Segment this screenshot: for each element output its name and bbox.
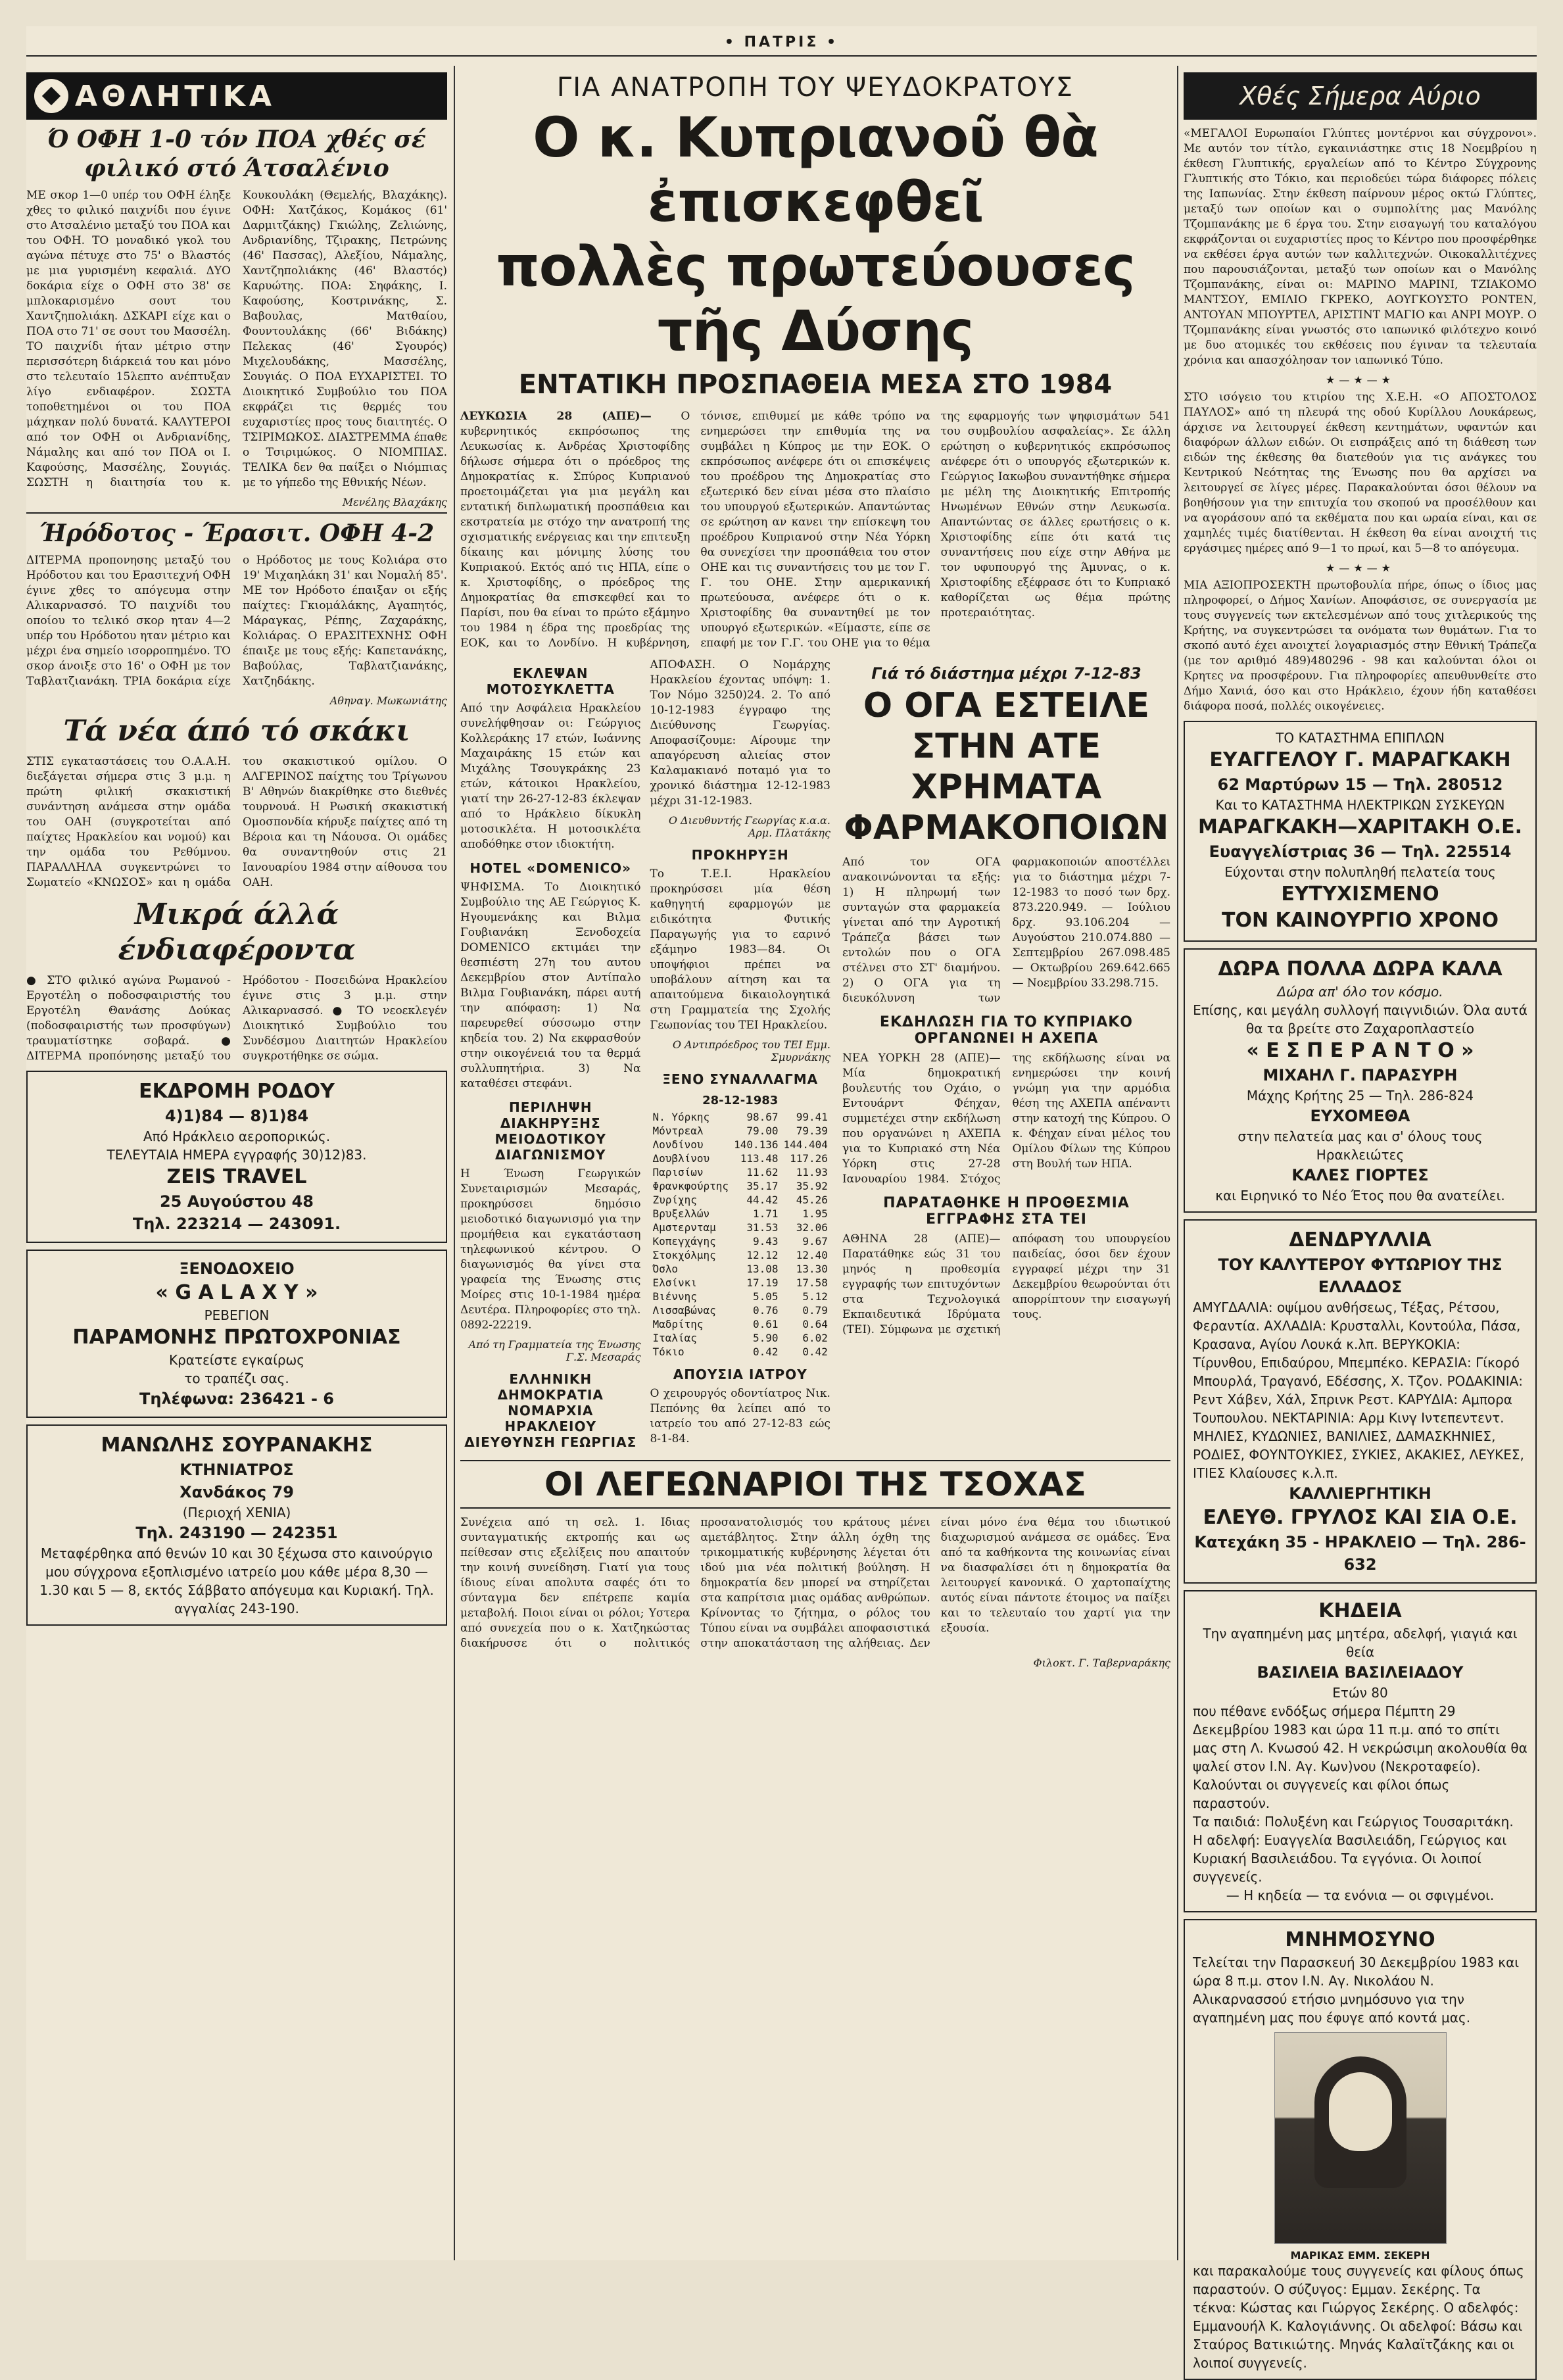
ad-text: Εύχονται στην πολυπληθή πελατεία τους [1224, 864, 1496, 880]
ad-text: (Περιοχή ΧΕΝΙΑ) [182, 1505, 291, 1520]
rate-currency: Μαδρίτης [652, 1318, 704, 1330]
rate-value: 0.42 [752, 1346, 779, 1358]
rate-row [650, 1179, 830, 1193]
main-subheadline: ΕΝΤΑΤΙΚΗ ΠΡΟΣΠΑΘΕΙΑ ΜΕΣΑ ΣΤΟ 1984 [518, 370, 1113, 400]
rate-currency: Λισσαβώνας [652, 1304, 716, 1317]
rate-value: 17.19 [746, 1276, 779, 1289]
ad-text: Δώρα απ' όλο τον κόσμο. [1277, 984, 1443, 1000]
ad-text: ΤΕΛΕΥΤΑΙΑ ΗΜΕΡΑ εγγραφής 30)12)83. [107, 1147, 367, 1163]
ad-text: στην πελατεία μας και σ' όλους τους Ηρακλειώτες [1238, 1129, 1483, 1163]
article-body: ΑΘΗΝΑ 28 (ΑΠΕ)— Παρατάθηκε εώς 31 του μηνός η προθεσμία εγγραφής των επιτυχόντων στα Τεχνολογικά Εκπαιδευτικά Ιδρύματα (ΤΕΙ). Σύμφωνα με σχετική απόφαση του υπουργείου παιδείας, όσοι δεν έχουν εγγραφεί μέχρι την 31 Δεκεμβρίου θεωρούνται ότι απορρίπτουν την εισαγωγή τους. [842, 1232, 1174, 1336]
ad-phone: Τηλέφωνα: 236421 - 6 [139, 1390, 334, 1408]
rate-row [650, 1221, 830, 1234]
ad-owner: ΜΙΧΑΗΛ Γ. ΠΑΡΑΣΥΡΗ [1262, 1066, 1458, 1084]
rate-value: 35.17 [746, 1180, 779, 1192]
rate-row [650, 1276, 830, 1290]
ad-address: 25 Αυγούστου 48 [159, 1192, 314, 1211]
dateline: ΛΕΥΚΩΣΙΑ 28 (ΑΠΕ)— [460, 410, 652, 423]
notice-head: ΠΕΡΙΛΗΨΗ ΔΙΑΚΗΡΥΞΗΣ ΜΕΙΟΔΟΤΙΚΟΥ ΔΙΑΓΩΝΙΣΜΟΥ [494, 1100, 607, 1163]
notice-text: Ετών 80 [1332, 1685, 1388, 1701]
rate-row [650, 1303, 830, 1317]
portrait-photo [1274, 2032, 1447, 2244]
notice-body: Το Τ.Ε.Ι. Ηρακλείου προκηρύσσει μία θέση καθηγητή εφαρμογών με ειδικότητα Φυτικής Παραγωγής για το εαρινό εξάμηνο 1983—84. Οι υποψήφιοι πρέπει να υποβάλουν αίτηση και τα απαιτούμενα δικαιολογητικά στη Γραμματεία της Σχολής Γεωπονίας του ΤΕΙ Ηρακλείου. [650, 867, 834, 1032]
notice-sign: Από τη Γραμματεία της Ένωσης Γ.Σ. Μεσαράς [468, 1338, 641, 1363]
rate-value: 17.58 [796, 1276, 828, 1289]
rate-value: 0.61 [752, 1318, 779, 1330]
rate-value: 6.02 [802, 1332, 828, 1344]
notice-title: ΚΗΔΕΙΑ [1318, 1599, 1402, 1622]
notice-text: — Η κηδεία — τα ενόνια — οι σφιγμένοι. [1226, 1887, 1495, 1903]
ad-text: ΚΑΛΛΙΕΡΓΗΤΙΚΗ [1289, 1484, 1431, 1503]
ad-title: ΕΚΔΡΟΜΗ ΡΟΔΟΥ [139, 1080, 335, 1103]
rate-value: 79.39 [796, 1125, 828, 1137]
advertisement-vet [26, 1424, 447, 1626]
rate-currency: Παρισίων [652, 1166, 704, 1178]
notice-sign: Ο Διευθυντής Γεωργίας κ.α.α. Αρμ. Πλατάκης [668, 814, 830, 839]
rate-row [650, 1138, 830, 1152]
culture-column [1184, 66, 1541, 2371]
notices-column [460, 658, 834, 1453]
ad-text: το τραπέζι σας. [184, 1371, 289, 1386]
notice-title: ΜΝΗΜΟΣΥΝΟ [1285, 1928, 1435, 1951]
rate-currency: Κοπεγχάγης [652, 1235, 716, 1248]
sports-column [26, 66, 451, 2260]
rate-currency: Βιέννης [652, 1290, 697, 1303]
article-headline: Μικρά άλλά ένδιαφέροντα [118, 898, 356, 967]
memorial-notice [1184, 1919, 1537, 2380]
rates-title: ΞΕΝΟ ΣΥΝΑΛΛΑΓΜΑ [662, 1071, 819, 1087]
notice-body: Από την Ασφάλεια Ηρακλείου συνελήφθησαν οι: Γεώργιος Κολλεράκης 17 ετών, Ιωάννης Μαχαιράκης 15 ετών και Μιχάλης Τσουγκράκης 23 ετών, κάτοικοι Ηρακλείου, γιατί την 26-27-12-83 έκλεψαν από το Ηράκλειο δίκυκλη μοτοσικλέτα. Η μοτοσικλέτα αποδόθηκε στον ιδιοκτήτη. [460, 702, 644, 851]
notice-body: ΑΠΟΦΑΣΗ. Ο Νομάρχης Ηρακλείου έχοντας υπόψη: 1. Τον Νόμο 3250)24. 2. Το από 10-12-1983 έγγραφο της Διεύθυνσης Γεωργίας. Αποφασίζουμε: Αίρουμε την απαγόρευση αλιείας στον Καλαμακιανό ποταμό για το χρονικό διάστημα 12-12-1983 μέχρι 31-12-1983. [650, 658, 834, 808]
rate-currency: Ζυρίχης [652, 1194, 697, 1206]
notice-text: Τα παιδιά: Πολυξένη και Γεώργιος Τουσαριτάκη. Η αδελφή: Ευαγγελία Βασιλειάδη, Γεώργιος και Κυριακή Βασιλειάδου. Τα εγγόνια. Οι λοιποί συγγενείς. [1193, 1814, 1514, 1885]
rate-value: 140.136 [734, 1138, 779, 1151]
ad-phone: Τηλ. 223214 — 243091. [132, 1215, 341, 1233]
rate-value: 5.05 [752, 1290, 779, 1303]
ad-brand: ΕΛΕΥΘ. ΓΡΥΛΟΣ ΚΑΙ ΣΙΑ Ο.Ε. [1203, 1506, 1518, 1529]
ad-address: Κατεχάκη 35 - ΗΡΑΚΛΕΙΟ — Τηλ. 286-632 [1194, 1533, 1526, 1574]
rates-date: 28-12-1983 [702, 1094, 779, 1107]
ad-address: Χανδάκος 79 [180, 1483, 294, 1501]
ad-text: Κρατείστε εγκαίρως [168, 1352, 305, 1368]
rate-value: 13.30 [796, 1263, 828, 1275]
rate-row [650, 1331, 830, 1345]
main-article-body [460, 409, 1174, 651]
rate-value: 0.64 [802, 1318, 828, 1330]
article-headline: ΠΑΡΑΤΑΘΗΚΕ Η ΠΡΟΘΕΣΜΙΑ ΕΓΓΡΑΦΗΣ ΣΤΑ ΤΕΙ [883, 1195, 1130, 1228]
photo-caption: ΜΑΡΙΚΑΣ ΕΜΜ. ΣΕΚΕΡΗ [1290, 2249, 1430, 2262]
rate-row [650, 1248, 830, 1262]
notice-body: Η Ένωση Γεωργικών Συνεταιρισμών Μεσαράς, προκηρύσσει δημόσιο μειοδοτικό διαγωνισμό για την προμήθεια και εγκατάσταση τηλεφωνικού κέντρου. Ο διαγωνισμός θα γίνει στα γραφεία της Ένωσης στις Μοίρες στις 10-1-1984 ημέρα Δευτέρα. Πληροφορίες στο τηλ. 0892-22219. [460, 1167, 644, 1332]
ad-brand: « Ε Σ Π Ε Ρ Α Ν Τ Ο » [1246, 1039, 1474, 1062]
column-divider [454, 66, 455, 2260]
ad-brand: ZEIS TRAVEL [166, 1165, 307, 1188]
notice-head: ΠΡΟΚΗΡΥΞΗ [691, 847, 789, 863]
ad-text: Από Ηράκλειο αεροπορικώς. [143, 1129, 331, 1144]
main-headline: Ο κ. Κυπριανοῦ θὰ ἐπισκεφθεῖ [533, 105, 1098, 234]
article-headline: Ό ΟΦΗ 1-0 τόν ΠΟΑ χθές σέ φιλικό στό Άτσαλένιο [47, 126, 426, 182]
rate-value: 99.41 [796, 1111, 828, 1123]
rates-table [650, 1110, 830, 1359]
column-divider [1177, 66, 1178, 2260]
rate-value: 45.26 [796, 1194, 828, 1206]
notice-text: Τελείται την Παρασκευή 30 Δεκεμβρίου 1983 και ώρα 8 π.μ. στον Ι.Ν. Αγ. Νικολάου Ν. Αλικαρνασσού ετήσιο μνημόσυνο για την αγαπημένη μας που έφυγε από κοντά μας. [1193, 1955, 1520, 2026]
ad-text: ΑΜΥΓΔΑΛΙΑ: οψίμου ανθήσεως, Τέξας, Ρέτσου, Φεραντία. ΑΧΛΑΔΙΑ: Κρυσταλλι, Κοντούλα, Πάσα, Κρασανα, Αγίου Λουκά κ.λπ. ΒΕΡΥΚΟΚΙΑ: Τίρυνθου, Επιδαύρου, Μπεμπέκο. ΚΕΡΑΣΙΑ: Γίκορό Μπουρλά, Τραγανό, Εδέσσης, Χ. Τζον. ΡΟΔΑΚΙΝΙΑ: Ρεντ Χάβεν, Χάλ, Σπρινκ Ρεστ. ΚΑΡΥΔΙΑ: Αμπορα Τουπουλου. ΝΕΚΤΑΡΙΝΙΑ: Αρμ Κινγ Ιντεπεντεντ. ΜΗΛΙΕΣ, ΚΥΔΩΝΙΕΣ, ΒΑΝΙΛΙΕΣ, ΔΑΜΑΣΚΗΝΙΕΣ, ΡΟΔΙΕΣ, ΦΟΥΝΤΟΥΚΙΕΣ, ΣΥΚΙΕΣ, ΑΚΑΚΙΕΣ, ΛΕΥΚΕΣ, ΙΤΙΕΣ Κλαίουσες κ.λ.π. [1193, 1299, 1524, 1481]
article-body: ΔΙΤΕΡΜΑ προπονησης μεταξύ του Ηρόδοτου και του Ερασιτεχνή ΟΦΗ έγινε χθες το απόγευμα στην Αλικαρνασσό. ΤΟ παιχνίδι του οποίου το τελικό σκορ ηταν 4—2 υπέρ του Ηρόδοτου ηταν μέτριο και μέχρι ένα σημείο ισορροπημένο. ΤΟ σκορ άνοιξε στο 16' ο ΟΦΗ με τον Ταβλατζιανάκη. ΤΡΙΑ δοκάρια είχε ο Ηρόδοτος με τους Κολιάρα στο 19' Μιχαηλάκη 31' και Νομαλή 85'. ΜΕ τον Ηρόδοτο έπαιξαν οι εξής παίχτες: Γκιομάλάκης, Αγαπητός, Μάραγκας, Ρέπης, Ζαχαράκης, Κολιάρας. Ο ΕΡΑΣΙΤΕΧΝΗΣ ΟΦΗ έπαιξε με τους εξής: Καπετανάκης, Βαβούλας, Ταβλατζιανάκης, Χατζηδάκης. [26, 554, 451, 688]
rate-row [650, 1290, 830, 1303]
ad-address: 62 Μαρτύρων 15 — Τηλ. 280512 [1217, 775, 1503, 794]
rate-currency: Στοκχόλμης [652, 1249, 716, 1261]
article-headline: ΟΙ ΛΕΓΕΩΝΑΡΙΟΙ ΤΗΣ ΤΣΟΧΑΣ [460, 1460, 1170, 1509]
rate-value: 0.42 [802, 1346, 828, 1358]
separator-stars: ★—★—★ [1325, 562, 1395, 574]
rate-value: 44.42 [746, 1194, 779, 1206]
rate-value: 1.71 [752, 1207, 779, 1220]
rate-value: 5.90 [752, 1332, 779, 1344]
rate-currency: Μόντρεαλ [652, 1125, 704, 1137]
article-headline: Τά νέα άπό τό σκάκι [63, 714, 410, 748]
newspaper-page [26, 26, 1541, 2371]
rate-currency: Βρυξελλών [652, 1207, 710, 1220]
divider [26, 512, 447, 514]
notice [650, 847, 834, 1063]
ad-wish: ΚΑΛΕΣ ΓΙΟΡΤΕΣ [1291, 1166, 1429, 1184]
ad-text: ΤΟΥ ΚΑΛΥΤΕΡΟΥ ΦΥΤΩΡΙΟΥ ΤΗΣ ΕΛΛΑΔΟΣ [1218, 1255, 1503, 1296]
advertisement-furniture [1184, 721, 1537, 942]
lower-news-area [460, 658, 1174, 1453]
article-headline: Ήρόδοτος - Έρασιτ. ΟΦΗ 4-2 [39, 520, 435, 547]
right-news-area [842, 658, 1174, 1453]
article-headline: Ο ΟΓΑ ΕΣΤΕΙΛΕ ΣΤΗΝ ΑΤΕ ΧΡΗΜΑΤΑ ΦΑΡΜΑΚΟΠΟΙΩΝ [844, 686, 1169, 848]
ad-text: ΤΟ ΚΑΤΑΣΤΗΜΑ ΕΠΙΠΛΩΝ [1276, 730, 1445, 746]
article-body: «ΜΕΓΑΛΟΙ Ευρωπαίοι Γλύπτες μοντέρνοι και σύγχρονοι». Με αυτόν τον τίτλο, εγκαινιάστηκε στις 18 Νοεμβρίου η έκθεση Γλυπτικής, εργαλείων από το Κέντρο Σύγχρονης Γλυπτικής στο Τόκιο, και περιοδεύει τώρα διάφορες πόλεις της Ιαπωνίας. Στην έκθεση παίρνουν μέρος οκτώ Γλύπτες, μεταξύ των οποίων και ο συμπολίτης μας Μανόλης Τζομπανάκης με 6 έργα του. Στην εισαγωγή του καταλόγου εκφράζονται οι ευχαριστίες προς το Κέντρο που προσφέρθηκε να εκθέσει έργα αυτών των καλλιτεχνών. Οικοκαλλιτέχνες που παρουσιάζονται, μεταξύ των οποίων και ο Μανόλης Τζομπανάκης, είναι οι: ΜΑΡΙΝΟ ΜΑΡΙΝΙ, ΤΖΙΑΚΟΜΟ ΜΑΝΤΣΟΥ, ΕΜΙΛΙΟ ΓΚΡΕΚΟ, ΑΟΥΓΚΟΥΣΤΟ ΡΟΝΤΕΝ, ΑΝΤΟΥΑΝ ΜΠΟΥΡΤΕΛ, ΑΡΙΣΤΙΝΤ ΜΑΓΙΟ και ΑΝΡΙ ΜΟΥΡ. Ο Τζομπανάκης είναι γνωστός στο ιαπωνικό φιλότεχνο κοινό με δυο ατομικές του εκθέσεις που έγιναν τα τελευταία χρόνια και απασχόλησαν τον ιαπωνικό Τύπο. [1184, 127, 1541, 367]
article-body: ● ΣΤΟ φιλικό αγώνα Ρωμανού - Εργοτέλη ο ποδοσφαιριστής του Εργοτέλη Θανάσης Δούκας (ποδοσφαιριστής των προσφύγων) τραυματίστηκε σοβαρά. ● ΔΙΤΕΡΜΑ προπόνησης μεταξύ του Ηρόδοτου - Ποσειδώνα Ηρακλείου έγινε στις 3 μ.μ. στην Αλικαρνασσό. ● ΤΟ νεοεκλεγέν Διοικητικό Συμβούλιο του Συνδέσμου Διαιτητών Ηρακλείου συγκροτήθηκε σε σώμα. [26, 974, 451, 1063]
rate-row [650, 1262, 830, 1276]
rate-row [650, 1234, 830, 1248]
notice-head: ΕΛΛΗΝΙΚΗ ΔΗΜΟΚΡΑΤΙΑ ΝΟΜΑΡΧΙΑ ΗΡΑΚΛΕΙΟΥ ΔΙΕΥΘΥΝΣΗ ΓΕΩΡΓΙΑΣ [464, 1371, 637, 1450]
exchange-rates [650, 1071, 830, 1359]
rate-value: 11.62 [746, 1166, 779, 1178]
article-headline: ΕΚΔΗΛΩΣΗ ΓΙΑ ΤΟ ΚΥΠΡΙΑΚΟ ΟΡΓΑΝΩΝΕΙ Η ΑΧΕΠΑ [879, 1014, 1133, 1047]
rate-value: 0.79 [802, 1304, 828, 1317]
rate-value: 0.76 [752, 1304, 779, 1317]
ad-phone: Τηλ. 243190 — 242351 [135, 1524, 338, 1542]
notice-head: ΑΠΟΥΣΙΑ ΙΑΤΡΟΥ [673, 1367, 807, 1382]
rate-value: 13.08 [746, 1263, 779, 1275]
rate-currency: Λονδίνου [652, 1138, 704, 1151]
notice-text: που πέθανε ενδόξως σήμερα Πέμπτη 29 Δεκεμβρίου 1983 και ώρα 11 π.μ. από το σπίτι μας στη Λ. Κνωσού 42. Η νεκρώσιμη ακολουθία θα ψαλεί στον Ι.Ν. Αγ. Κων)νου (Νεκροταφείο). Καλούνται οι συγγενείς και φίλοι όπως παραστούν. [1193, 1703, 1527, 1811]
article-body: ΜΙΑ ΑΞΙΟΠΡΟΣΕΚΤΗ πρωτοβουλία πήρε, όπως ο ίδιος μας πληροφορεί, ο Δήμος Χανίων. Αποφάσισε, σε συνεργασία με τους συγγενείς των εκτελεσμένων από τους χιτλερικούς της Κρήτης, να συγκεντρώσει τα ονόματα των θυμάτων. Για το σκοπό αυτό έχει ανοιχτεί λογαριασμός στην Εθνική Τράπεζα (με τον αριθμό 489)480296 - 98 και καλούνται όλοι οι Κρητες να προσφέρουν. Για πληροφορίες απευθυνθείτε στο Δήμο Χανιά, όσο και στο Ηράκλειο, έχουν ήδη καταθέσει διάφορα ποσά, πολλές οικογένειες. [1184, 579, 1541, 713]
rate-value: 12.40 [796, 1249, 828, 1261]
front-news-column [460, 66, 1174, 2260]
rate-value: 12.12 [746, 1249, 779, 1261]
ad-text: Μεταφέρθηκα από θενών 10 και 30 ξέχωσα στο καινούργιο μου σύγχρονα εξοπλισμένο ιατρείο μου κάθε μέρα 8,30 — 1.30 και 5 — 8, εκτός Σάββατο απόγευμα και Κυριακή. Τηλ. αγγαλίας 243-190. [39, 1545, 434, 1616]
rate-currency: Αμστερνταμ [652, 1221, 716, 1234]
rate-currency: Δουβλίνου [652, 1152, 710, 1165]
article-byline: Αθηναγ. Μωκωνιάτης [329, 694, 447, 707]
rate-value: 31.53 [746, 1221, 779, 1234]
ad-brand: « G A L A X Y » [155, 1281, 318, 1304]
ad-wish: ΤΟΝ ΚΑΙΝΟΥΡΓΙΟ ΧΡΟΝΟ [1222, 909, 1499, 932]
rate-currency: Ελσίνκι [652, 1276, 697, 1289]
main-headline: πολλὲς πρωτεύουσες τῆς Δύσης [496, 234, 1135, 363]
notice-body: Ο χειρουργός οδοντίατρος Νικ. Πεπόνης θα λείπει από το ιατρείο του από 27-12-83 εώς 8-1-84. [650, 1387, 834, 1445]
rate-value: 117.26 [790, 1152, 828, 1165]
separator-stars: ★—★—★ [1325, 374, 1395, 386]
rate-row [650, 1193, 830, 1207]
masthead-title: • ΠΑΤΡΙΣ • [724, 34, 839, 51]
rate-currency: Ν. Υόρκης [652, 1111, 710, 1123]
notice [460, 860, 644, 1092]
rate-currency: Φρανκφούρτης [652, 1180, 729, 1192]
masthead [26, 26, 1537, 59]
ad-dates: 4)1)84 — 8)1)84 [164, 1107, 309, 1125]
ad-text: Επίσης, και μεγάλη συλλογή παιγνιδιών. Όλα αυτά θα τα βρείτε στο Ζαχαροπλαστείο [1193, 1002, 1527, 1036]
headline-kicker: ΓΙΑ ΑΝΑΤΡΟΠΗ ΤΟΥ ΨΕΥΔΟΚΡΑΤΟΥΣ [556, 72, 1074, 103]
ad-title: ΞΕΝΟΔΟΧΕΙΟ [179, 1259, 295, 1278]
notice-head: ΕΚΛΕΨΑΝ ΜΟΤΟΣΥΚΛΕΤΤΑ [486, 666, 615, 697]
article-byline: Μενέλης Βλαχάκης [342, 496, 447, 508]
article-body: Συνέχεια από τη σελ. 1. Ιδιας συνταγματικής εκτροπής και ως πείθεσαν στις εξελίξεις που απαιτούν την κοινή συνείδηση. Γιατί για τους ίδιους είναι απολυτα σαφές ότι το σύνταγμα δεν επέτρεπε καμία μεταβολή. Ποιοι είναι οι ρόλοι; Υστερα από συνεχεία που ο κ. Χατζηκώστας διακήρυσσε ότι ο πολιτικός προσανατολισμός του κράτους μένει αμετάβλητος. Στην άλλη όχθη της τρικομματικής κυβέρνησης λέγεται ότι ιδού μια νέα πολιτική βούληση. Η δημοκρατία δεν μπορεί να στηρίζεται στα καπρίτσια μιας ομάδας ανθρώπων. Κρίνοντας το ζήτημα, ο ρόλος του Τύπου είναι να συμβάλει αποφασιστικά στην αποκατάσταση της αλήθειας. Δεν είναι μόνο ένα θέμα του ιδιωτικού διαχωρισμού ανάμεσα σε ομάδες. Ένα από τα καθήκοντα της κοινωνίας είναι να διασφαλίσει ότι η δημοκρατία θα λειτουργεί κανονικά. Ο χαρτοπαίχτης αυτός είναι πάντοτε έτοιμος να παίξει και το τελευταίο του χαρτί για την εξουσία. [460, 1515, 1174, 1650]
section-banner: Χθές Σήμερα Αύριο [1184, 72, 1537, 120]
rate-row [650, 1345, 830, 1359]
rate-value: 79.00 [746, 1125, 779, 1137]
notice-text: Την αγαπημένη μας μητέρα, αδελφή, γιαγιά και θεία [1203, 1626, 1518, 1660]
rate-value: 1.95 [802, 1207, 828, 1220]
ad-text: και Ειρηνικό το Νέο Έτος που θα ανατείλει. [1215, 1188, 1505, 1203]
advertisement-nursery [1184, 1219, 1537, 1584]
ad-brand: ΕΥΑΓΓΕΛΟΥ Γ. ΜΑΡΑΓΚΑΚΗ [1209, 748, 1511, 771]
notices-list [460, 658, 834, 1453]
ad-wish: ΕΥΤΥΧΙΣΜΕΝΟ [1281, 883, 1439, 906]
article-body: Από τον ΟΓΑ ανακοινώνονται τα εξής: 1) Η πληρωμή των συνταγών στα φαρμακεία γίνεται από την Αγροτική Τράπεζα βάσει των εντολών που ο ΟΓΑ στέλνει στο ΣΤ' διαμήνου. 2) Ο ΟΓΑ για τη διευκόλυνση των φαρμακοποιών αποστέλλει για το διάστημα μέχρι 7-12-1983 το ποσό των δρχ. 873.220.949. — Ιούλιου δρχ. 93.106.204 — Αυγούστου 210.074.880 — Σεπτεμβρίου 267.098.485 — Οκτωβρίου 269.642.665 — Νοεμβρίου 33.298.715. [842, 856, 1174, 1005]
rate-value: 113.48 [740, 1152, 779, 1165]
rate-currency: Τόκιο [652, 1346, 685, 1358]
rate-row [650, 1152, 830, 1165]
notice [460, 666, 644, 852]
rate-row [650, 1207, 830, 1221]
article-body: ΜΕ σκορ 1—0 υπέρ του ΟΦΗ έληξε χθες το φιλικό παιχνίδι που έγινε στο Ατσαλένιο μεταξύ του ΠΟΑ και του ΟΦΗ. ΤΟ μοναδικό γκολ του αγώνα πέτυχε στο 75' ο Βλαστός με μια γυρισμένη κεφαλιά. ΔΥΟ δοκάρια είχε ο ΟΦΗ στο 38' σε μπλοκαρισμένο σουτ του Χαντζηπολιάκη. ΔΣΚΑΡΙ είχε και ο ΠΟΑ στο 71' σε σουτ του Μασσέλη. ΤΟ παιχνίδι ήταν μέτριο στην περισσότερη διάρκειά του και μόνο στο τελευταίο 15λεπτο ανέπτυξαν λίγο ενδιαφέρον. ΣΩΣΤΑ τοποθετημένοι οι του ΠΟΑ μάχηκαν πολύ δυνατά. ΚΑΛΥΤΕΡΟΙ από τον ΟΦΗ οι Ανδριανίδης, Νάμαλης και από τον ΠΟΑ οι Ι. Καφούσης, Μασσέλης, Σουγιάς. ΣΩΣΤΗ η διαιτησία του κ. Κουκουλάκη (Θεμελής, Βλαχάκης). ΟΦΗ: Χατζάκος, Κομάκος (61' Δαρμιτζάκης) Γκιώλης, Ζελιώνης, Ανδριανίδης, Τζιρακης, Πετρώνης (46' Πασσας), Αλεξίου, Νάμαλης, Χαντζηπολιάκης (46' Βλαστός) Καρυώτης. ΠΟΑ: Σηφάκης, Ι. Καφούσης, Κοστρινάκης, Σ. Βαβουλας, Ματθαίου, Φουντουλάκης (66' Βιδάκης) Πελεκας (46' Σγουρός) Μιχελουδάκης, Μασσέλης, Σουγιάς. Ο ΠΟΑ ΕΥΧΑΡΙΣΤΕΙ. ΤΟ Διοικητικό Συμβούλιο του ΠΟΑ εκφράζει τις θερμές του ευχαριστίες προς τους διαιτητές. Ο ΤΣΙΡΙΜΩΚΟΣ. ΔΙΑΣΤΡΕΜΜΑ έπαθε ο Τσιριμώκος. Ο ΝΙΟΜΠΙΑΣ. ΤΕΛΙΚΑ δεν θα παίξει ο Νιόμπιας με το γήπεδο της Εθνικής Νέων. [26, 189, 451, 489]
notice-body: ΨΗΦΙΣΜΑ. Το Διοικητικό Συμβούλιο της ΑΕ Γεώργιος Κ. Ηγουμενάκης και Βιλμα Γουβιανάκη Ξενοδοχεία DOMENICO εκτιμάει την θεσπιέστη 27η του αυτου Δεκεμβρίου στον Αντίπαλο Βιλμα Γουβιανάκη, πάρει αυτή την απόφαση: 1) Να παρευρεθεί σύσσωμο στην κηδεία του. 2) Να εκφρασθούν στην οικογένειά του τα θερμά συλλυπητήρια. 3) Να καταθέσει στεφάνι. [460, 881, 644, 1090]
ad-title: ΔΩΡΑ ΠΟΛΛΑ ΔΩΡΑ ΚΑΛΑ [1218, 958, 1503, 981]
notice-text: και παρακαλούμε τους συγγενείς και φίλους όπως παραστούν. Ο σύζυγος: Εμμαν. Σεκέρης. Τα τέκνα: Κώστας και Γιώργος Σεκέρης. Ο αδελφός: Εμμανουήλ Κ. Καλογιάννης. Οι αδελφοί: Βάσω και Σταύρος Βατικιώτης. Μηνάς Καλαϊτζάκης και οι λοιποί συγγενείς. [1193, 2263, 1524, 2371]
rate-row [650, 1317, 830, 1331]
rate-value: 9.43 [752, 1235, 779, 1248]
section-title: ΑΘΛΗΤΙΚΑ [75, 79, 276, 113]
rate-currency: Όσλο [652, 1263, 678, 1275]
notice-sign: Ο Αντιπρόεδρος του ΤΕΙ Εμμ. Σμυρνάκης [672, 1038, 830, 1063]
ad-event: ΠΑΡΑΜΟΝΗΣ ΠΡΩΤΟΧΡΟΝΙΑΣ [72, 1326, 401, 1349]
rate-value: 11.93 [796, 1166, 828, 1178]
advertisement-hotel [26, 1250, 447, 1418]
article-body: ΣΤΟ ισόγειο του κτιρίου της Χ.Ε.Η. «Ο ΑΠΟΣΤΟΛΟΣ ΠΑΥΛΟΣ» από τη πλευρά της οδού Κυρίλλου Λουκάρεως, άρχισε να λειτουργεί έκθεση κεντημάτων, υφαντών και διαφόρων άλλων ειδών. Οι εισπράξεις από τη διάθεση των ειδών της έκθεσης θα διατεθούν για τις ανάγκες του Κεντρικού Νεότητας της Ένωσης που θα αρχίσει να λειτουργεί σε λίγες μέρες. Παρακαλούνται όσοι θέλουν να βοηθήσουν για την επιτυχία του σκοπού να προσέλθουν και να αγοράσουν από τα εκθέματα που και ωραία είναι, και σε χαμηλές τιμές διατίθενται. Η έκθεση θα είναι ανοιχτή τις εργάσιμες ημέρες από 9—1 το πρωί, και 5—8 το απόγευμα. [1184, 391, 1541, 555]
rate-row [650, 1165, 830, 1179]
ad-title: ΚΤΗΝΙΑΤΡΟΣ [180, 1461, 294, 1479]
rate-value: 5.12 [802, 1290, 828, 1303]
advertisement-travel [26, 1071, 447, 1243]
rate-row [650, 1110, 830, 1124]
rate-value: 144.404 [783, 1138, 828, 1151]
ad-address: Μάχης Κρήτης 25 — Τηλ. 286-824 [1246, 1088, 1474, 1104]
notice [460, 1100, 644, 1363]
notice [650, 1367, 834, 1447]
section-banner [26, 72, 447, 120]
rate-currency: Ιταλίας [652, 1332, 697, 1344]
deceased-name: ΒΑΣΙΛΕΙΑ ΒΑΣΙΛΕΙΑΔΟΥ [1257, 1663, 1464, 1682]
ad-title: ΔΕΝΔΡΥΛΛΙΑ [1289, 1228, 1431, 1251]
article-byline: Φιλοκτ. Γ. Ταβερναράκης [1033, 1656, 1170, 1669]
article-kicker: Γιά τό διάστημα μέχρι 7-12-83 [871, 664, 1142, 683]
notice-head: HOTEL «DOMENICO» [469, 860, 632, 876]
article-body: ΝΕΑ ΥΟΡΚΗ 28 (ΑΠΕ)— Μία δημοκρατική βουλευτής του Οχάιο, ο Εντουάρντ Φέηχαν, συμμετέχει στην εκδήλωση που οργανώνει η ΑΧΕΠΑ για το Κυπριακό στη Νέα Υόρκη στις 27-28 Ιανουαρίου 1984. Στόχος της εκδήλωσης είναι να ενημερώσει την κοινή γνώμη για την αρμόδια θέση της ΑΧΕΠΑ απέναντι στην κατοχή της Κύπρου. Ο κ. Φέηχαν είναι μέλος του Ομίλου Φίλων της Κύπρου στη Βουλή των ΗΠΑ. [842, 1052, 1174, 1186]
rate-value: 32.06 [796, 1221, 828, 1234]
ad-brand: ΜΑΝΩΛΗΣ ΣΟΥΡΑΝΑΚΗΣ [101, 1434, 373, 1457]
football-icon [34, 79, 68, 113]
ad-wish: ΕΥΧΟΜΕΘΑ [1310, 1107, 1410, 1125]
main-article-text: Ο κυβερνητικός εκπρόσωπος της Λευκωσίας κ. Ανδρέας Χριστοφίδης δήλωσε σήμερα ότι ο πρόεδρος της Δημοκρατίας κ. Σπύρος Κυπριανού προετοιμάζεται για μια μεγάλη και εντατική διπλωματική προσπάθεια και εκστρατεία με στόχο την ανατροπή της σχισματικής ενέργειας και την επιτευξη δίκαιης και μόνιμης λύσης του Κυπριακού. Εκτός από τις ΗΠΑ, είπε ο κ. Χριστοφίδης, ο πρόεδρος της Δημοκρατίας θα επισκεφθεί και το Παρίσι, που θα είναι το πρώτο εξάμηνο του 1984 η έδρα της προεδρίας της ΕΟΚ, και το Λονδίνο. Η κυβέρνηση, τόνισε, επιθυμεί με κάθε τρόπο να ενημερώσει την επιθυμία της να συμβάλει η Κύπρος με την ΕΟΚ. Ο εκπρόσωπος ανέφερε ότι οι επισκέψεις του προέδρου της Δημοκρατίας στο εξωτερικό δεν είναι μέσα στο πλαίσιο του υπουργού εξωτερικών. Απαντώντας σε ερώτηση αν κανει την επίσκεψη του προέδρου Κυπριανού στην Νέα Υόρκη θα συνεχίσει την προσπάθεια του στον ΟΗΕ και τις συναντήσεις του με τον Γ. Γ. του ΟΗΕ. Στην αμερικανική πρωτεύουσα, ανέφερε ότι ο κ. Χριστοφίδης θα συναντηθεί με τον υπουργό εξωτερικών. «Είμαστε, είπε σε επαφή με τον Γ.Γ. του ΟΗΕ για το θέμα της εφαρμογής των ψηφισμάτων 541 του συμβουλίου ασφαλείας». Σε άλλη ερώτηση ο κυβερνητικός εκπρόσωπος ανέφερε ότι ο υπουργός εξωτερικών κ. Γεώργιος Ιακωβου συναντήθηκε σήμερα με μέλη της Διοικητικής Επιτροπής Ηνωμένων Εθνών στην Λευκωσία. Απαντώντας σε άλλες ερωτήσεις ο κ. Χριστοφίδης είπε ότι κατά τις συναντήσεις που είχε στην Αθήνα με τον υφυπουργό της Άμυνας, ο κ. Χριστοφίδης εξέφρασε ότι το Κυπριακό καθορίζεται ως θέμα πρώτης προτεραιότητας. [460, 410, 1174, 650]
advertisement-gifts [1184, 948, 1537, 1213]
rate-row [650, 1124, 830, 1138]
rate-value: 35.92 [796, 1180, 828, 1192]
ad-address: Ευαγγελίστριας 36 — Τηλ. 225514 [1209, 842, 1512, 861]
rate-value: 9.67 [802, 1235, 828, 1248]
funeral-notice [1184, 1590, 1537, 1912]
ad-text: ΡΕΒΕΓΙΟΝ [204, 1307, 270, 1323]
ad-text: Και το ΚΑΤΑΣΤΗΜΑ ΗΛΕΚΤΡΙΚΩΝ ΣΥΣΚΕΥΩΝ [1215, 797, 1505, 813]
ad-brand: ΜΑΡΑΓΚΑΚΗ—ΧΑΡΙΤΑΚΗ Ο.Ε. [1198, 815, 1522, 838]
article-body: ΣΤΙΣ εγκαταστάσεις του Ο.Α.Α.Η. διεξάγεται σήμερα στις 3 μ.μ. η πρώτη φιλική σκακιστική συνάντηση ανάμεσα στην ομάδα του ΟΑΗ (συγκροτείται από παίχτες Ηρακλείου και νομού) και την ομάδα του Ρεθύμνου. ΠΑΡΑΛΛΗΛΑ συγκεντρώνει το Σωματείο «ΚΝΩΣΟΣ» και η ομάδα του σκακιστικού ομίλου. Ο ΑΛΓΕΡΙΝΟΣ παίχτης του Τρίγωνου Β' Αθηνών διακρίθηκε στο διεθνές τουρνουά. Η Ρωσική σκακιστική Ομοσπονδία κήρυξε παίχτες από τη Βέροια και τη Νάουσα. Οι ομάδες θα συναντηθούν στις 21 Ιανουαρίου 1984 στην αίθουσα του ΟΑΗ. [26, 755, 451, 889]
portrait-face [1329, 2072, 1392, 2151]
rate-value: 98.67 [746, 1111, 779, 1123]
